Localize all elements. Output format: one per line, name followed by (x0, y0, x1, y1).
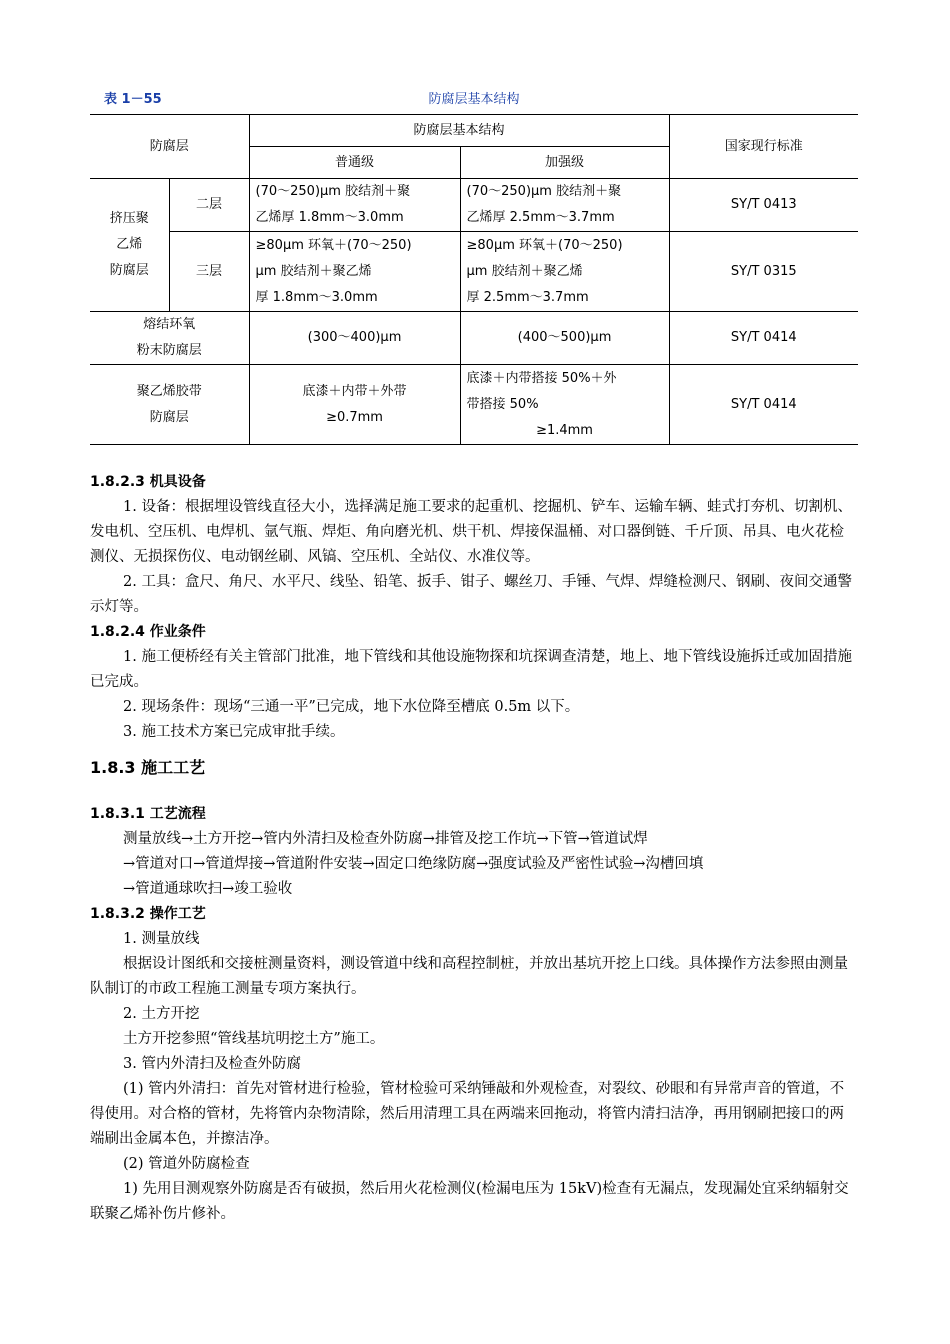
paragraph: 1. 施工便桥经有关主管部门批准，地下管线和其他设施物探和坑探调查清楚，地上、地下管线设施拆迁或加固措施已完成。 (90, 649, 852, 690)
paragraph: 土方开挖参照“管线基坑明挖土方”施工。 (123, 1031, 385, 1047)
list-item: 2. 土方开挖 (123, 1006, 200, 1022)
table-row (90, 179, 858, 232)
cell-reinforced: (400～500)μm (460, 312, 669, 365)
table-header-row (90, 115, 858, 147)
process-flow-line: 测量放线→土方开挖→管内外清扫及检查外防腐→排管及挖工作坑→下管→管道试焊 (123, 831, 648, 847)
row-group-label: 熔结环氧 粉末防腐层 (90, 312, 249, 365)
paragraph: 1. 设备：根据埋设管线直径大小，选择满足施工要求的起重机、挖掘机、铲车、运输车辆、蛙式打夯机、切割机、发电机、空压机、电焊机、氩气瓶、焊炬、角向磨光机、烘干机、焊接保温桶、对口器倒链、千斤顶、吊具、电火花检测仪、无损探伤仪、电动钢丝刷、风镐、空压机、全站仪、水准仪等。 (90, 499, 852, 565)
paragraph: (2) 管道外防腐检查 (123, 1156, 250, 1172)
paragraph: 根据设计图纸和交接桩测量资料，测设管道中线和高程控制桩，并放出基坑开挖上口线。具体操作方法参照由测量队制订的市政工程施工测量专项方案执行。 (90, 956, 848, 997)
header-structure: 防腐层基本结构 (249, 115, 669, 147)
row-sub-label: 三层 (169, 232, 249, 312)
paragraph: 2. 现场条件：现场“三通一平”已完成，地下水位降至槽底 0.5m 以下。 (123, 699, 580, 715)
section-heading: 1.8.3.2 操作工艺 (90, 906, 206, 922)
paragraph: 2. 工具：盒尺、角尺、水平尺、线坠、铅笔、扳手、钳子、螺丝刀、手锤、气焊、焊缝检测尺、钢刷、夜间交通警示灯等。 (90, 574, 852, 615)
cell-normal: 底漆＋内带＋外带 ≥0.7mm (249, 365, 460, 445)
cell-standard: SY/T 0414 (669, 312, 858, 365)
body-text (90, 470, 858, 1227)
section-heading: 1.8.3.1 工艺流程 (90, 806, 206, 822)
process-flow-line: →管道通球吹扫→竣工验收 (123, 881, 293, 897)
cell-normal: (300～400)μm (249, 312, 460, 365)
cell-standard: SY/T 0315 (669, 232, 858, 312)
table-row (90, 232, 858, 312)
row-sub-label: 二层 (169, 179, 249, 232)
anticorrosion-table (90, 114, 858, 445)
table-title: 防腐层基本结构 (428, 92, 520, 107)
header-normal: 普通级 (249, 147, 460, 179)
cell-standard: SY/T 0414 (669, 365, 858, 445)
chapter-heading: 1.8.3 施工工艺 (90, 758, 206, 777)
cell-normal: ≥80μm 环氧＋(70～250) μm 胶结剂＋聚乙烯 厚 1.8mm～3.0mm (249, 232, 460, 312)
cell-reinforced: ≥80μm 环氧＋(70～250) μm 胶结剂＋聚乙烯 厚 2.5mm～3.7mm (460, 232, 669, 312)
table-caption (90, 88, 858, 110)
list-item: 1. 测量放线 (123, 931, 200, 947)
process-flow-line: →管道对口→管道焊接→管道附件安装→固定口绝缘防腐→强度试验及严密性试验→沟槽回填 (123, 856, 704, 872)
list-item: 3. 管内外清扫及检查外防腐 (123, 1056, 301, 1072)
header-layer: 防腐层 (90, 115, 249, 179)
header-reinforced: 加强级 (460, 147, 669, 179)
table-row (90, 365, 858, 445)
table-row (90, 312, 858, 365)
cell-normal: (70～250)μm 胶结剂＋聚 乙烯厚 1.8mm～3.0mm (249, 179, 460, 232)
header-standard: 国家现行标准 (669, 115, 858, 179)
paragraph: 1) 先用目测观察外防腐是否有破损，然后用火花检测仪(检漏电压为 15kV)检查有无漏点，发现漏处宜采纳辐射交联聚乙烯补伤片修补。 (90, 1181, 849, 1222)
paragraph: (1) 管内外清扫：首先对管材进行检验，管材检验可采纳锤敲和外观检查，对裂纹、砂眼和有异常声音的管道，不得使用。对合格的管材，先将管内杂物清除，然后用清理工具在两端来回拖动，将管内清扫洁净，再用钢刷把接口的两端刷出金属本色，并擦洁净。 (90, 1081, 845, 1147)
section-heading: 1.8.2.3 机具设备 (90, 474, 206, 490)
paragraph: 3. 施工技术方案已完成审批手续。 (123, 724, 345, 740)
cell-reinforced: (70～250)μm 胶结剂＋聚 乙烯厚 2.5mm～3.7mm (460, 179, 669, 232)
section-heading: 1.8.2.4 作业条件 (90, 624, 206, 640)
row-group-label: 聚乙烯胶带 防腐层 (90, 365, 249, 445)
cell-reinforced: 底漆＋内带搭接 50%＋外 带搭接 50% ≥1.4mm (460, 365, 669, 445)
row-group-label: 挤压聚 乙烯 防腐层 (90, 179, 169, 312)
table-number: 表 1－55 (104, 92, 162, 107)
cell-standard: SY/T 0413 (669, 179, 858, 232)
